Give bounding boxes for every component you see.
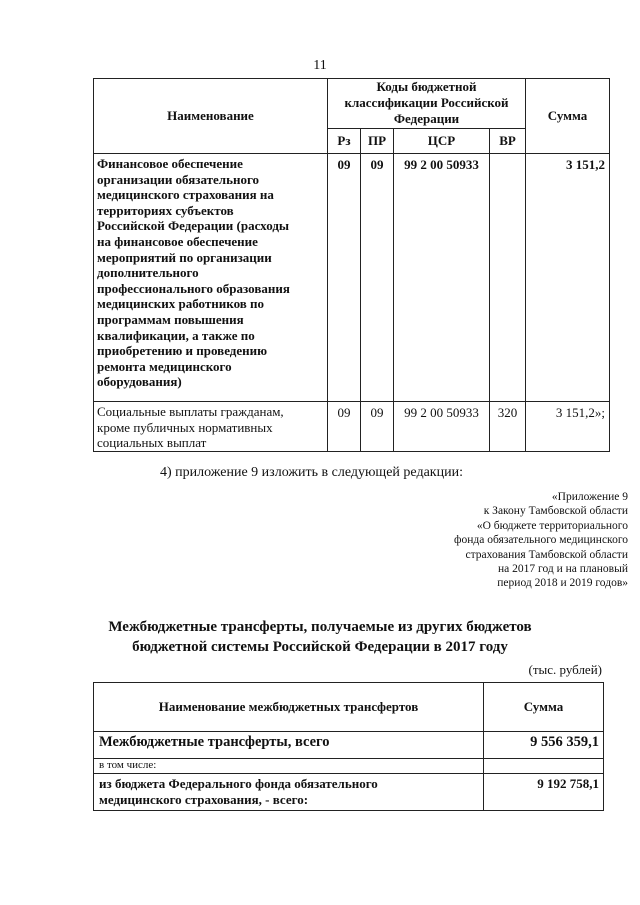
name-line: Финансовое обеспечение [97,156,243,171]
header-codes [328,79,526,129]
cell-rz: 09 [328,154,361,402]
table-row [94,402,610,452]
name-line: приобретению и проведению [97,343,268,359]
cell-vr: 320 [490,402,526,452]
header-sum: Сумма [526,79,610,154]
name-line: медицинского страхования, - всего: [99,792,309,807]
appendix-line: период 2018 и 2019 годов» [497,577,628,590]
name-line: программам повышения [97,311,244,327]
cell-sum: 3 151,2 [526,154,610,402]
appendix-line: «Приложение 9 [551,491,628,503]
amendment-paragraph: 4) приложение 9 изложить в следующей редакции: [160,465,463,480]
row-name [94,774,484,811]
cell-vr [490,154,526,402]
cell-csr: 99 2 00 50933 [394,154,490,402]
name-line: кроме публичных нормативных [97,419,273,435]
appendix-reference [368,490,628,591]
cell-csr: 99 2 00 50933 [394,402,490,452]
name-line: оборудования) [97,374,182,390]
header-codes-line: Федерации [393,111,460,127]
name-line: мероприятий по организации [97,249,272,265]
cell-sum: 9 192 758,1 [484,774,604,811]
units-label: (тыс. рублей) [528,662,602,677]
row-name: Межбюджетные трансферты, всего [94,732,484,759]
appendix-line: фонда обязательного медицинского [454,534,628,547]
name-line: дополнительного [97,265,199,281]
name-line: Российской Федерации (расходы [97,218,290,234]
cell-sum [484,759,604,774]
table-row [94,154,610,402]
name-line: Социальные выплаты гражданам, [97,404,284,419]
header-transfer-name: Наименование межбюджетных трансфертов [94,683,484,732]
header-csr: ЦСР [394,128,490,153]
row-name [94,154,328,402]
name-line: профессионального образования [97,280,290,296]
header-codes-line: Коды бюджетной [376,79,477,95]
section-title [0,617,640,657]
name-line: социальных выплат [97,435,207,451]
cell-sum: 3 151,2»; [526,402,610,452]
header-name: Наименование [94,79,328,154]
name-line: медицинского страхования на [97,187,274,203]
name-line: квалификации, а также по [97,327,255,343]
header-pr: ПР [361,128,394,153]
header-codes-line: классификации Российской [344,95,509,111]
name-line: организации обязательного [97,171,260,187]
row-name [94,402,328,452]
title-line: бюджетной системы Российской Федерации в 2017 году [132,639,508,655]
title-line: Межбюджетные трансферты, получаемые из других бюджетов [108,619,532,635]
header-sum: Сумма [484,683,604,732]
name-line: территориях субъектов [97,202,234,218]
table-row [94,774,604,811]
name-line: на финансовое обеспечение [97,233,258,249]
header-rz: Рз [328,128,361,153]
cell-rz: 09 [328,402,361,452]
table-row [94,732,604,759]
transfers-table [93,682,604,811]
budget-codes-table [93,78,610,452]
appendix-line: на 2017 год и на плановый [498,563,628,576]
cell-pr: 09 [361,402,394,452]
name-line: из бюджета Федерального фонда обязательного [99,776,378,791]
name-line: ремонта медицинского [97,358,232,374]
page-number: 11 [313,58,327,73]
cell-sum: 9 556 359,1 [484,732,604,759]
cell-pr: 09 [361,154,394,402]
appendix-line: страхования Тамбовской области [465,548,628,561]
name-line: медицинских работников по [97,296,265,312]
appendix-line: «О бюджете территориального [476,519,628,532]
header-vr: ВР [490,128,526,153]
row-name: в том числе: [94,759,484,774]
table-row [94,759,604,774]
appendix-line: к Закону Тамбовской области [483,505,628,518]
